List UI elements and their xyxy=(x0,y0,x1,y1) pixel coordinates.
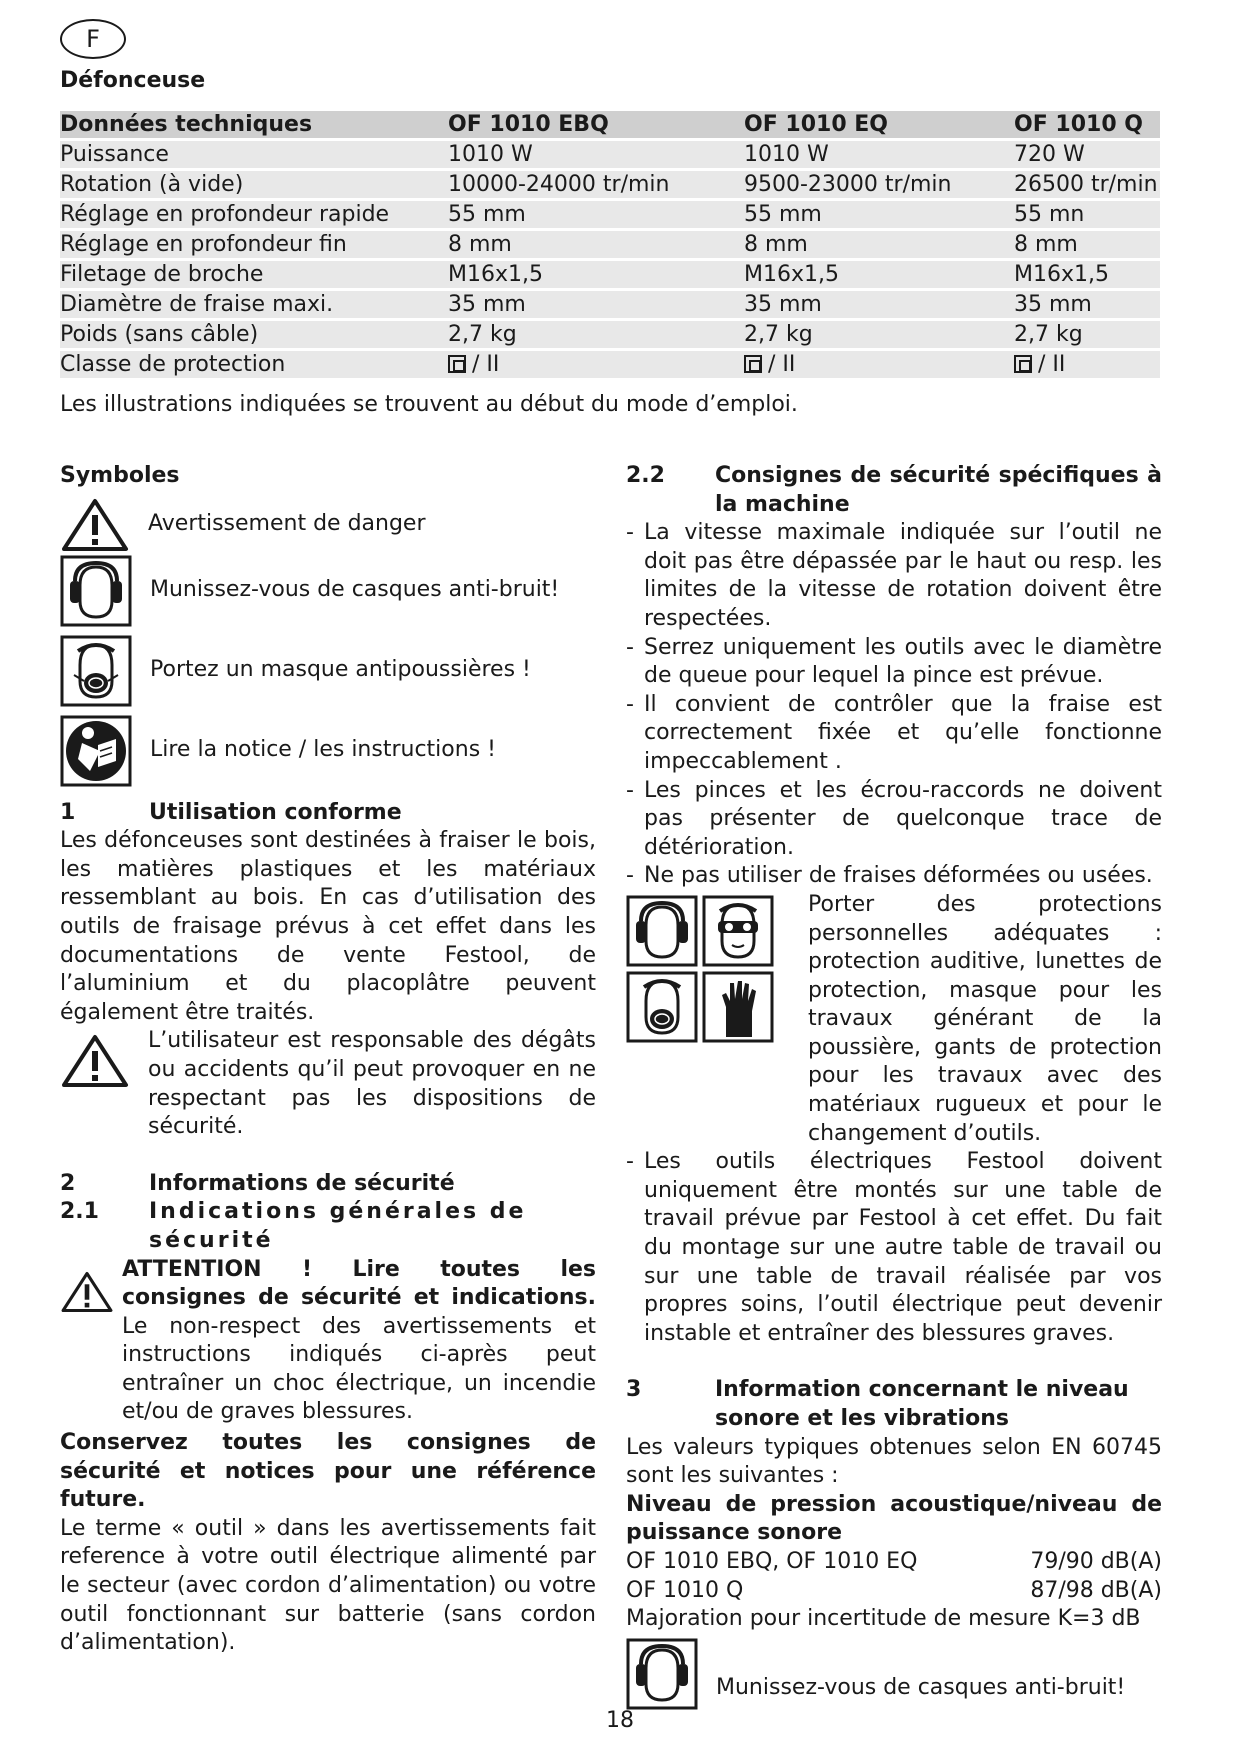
table-row xyxy=(60,201,1160,228)
table-row xyxy=(60,141,1160,168)
ear-protection-icon xyxy=(60,555,132,627)
protection-class-value: / II xyxy=(768,352,796,377)
warning-icon xyxy=(60,1033,130,1089)
table-cell: 35 mm xyxy=(744,292,822,317)
table-cell: 8 mm xyxy=(1014,232,1078,257)
table-cell: 2,7 kg xyxy=(1014,322,1083,347)
table-cell: M16x1,5 xyxy=(744,262,839,287)
section-title: Consignes de sécurité spécifiques à la machine xyxy=(715,463,1162,517)
symbol-row xyxy=(626,1638,1162,1710)
table-cell: Filetage de broche xyxy=(60,262,264,287)
table-row xyxy=(60,171,1160,198)
table-row xyxy=(60,321,1160,348)
symbol-text: Munissez-vous de casques anti-bruit! xyxy=(150,577,560,603)
table-cell: 8 mm xyxy=(448,232,512,257)
symbol-row xyxy=(60,635,596,707)
symbol-text: Portez un masque antipoussières ! xyxy=(150,657,531,683)
table-cell: 55 mm xyxy=(448,202,526,227)
left-column xyxy=(60,462,596,1658)
table-cell: 55 mm xyxy=(744,202,822,227)
table-cell: Classe de protection xyxy=(60,352,286,377)
section-number: 2.2 xyxy=(626,463,665,488)
list-item: - La vitesse maximale indiquée sur l’outil ne doit pas être dépassée par le haut ou resp. les limites de la vitesse de rotation doivent être respectées. xyxy=(626,519,1162,633)
gloves-icon xyxy=(702,971,774,1043)
language-badge: F xyxy=(60,19,126,59)
attention-text: Le non-respect des avertissements et instructions indiqués ci-après peut entraîner un choc électrique, un incendie et/ou de graves blessures. xyxy=(122,1313,596,1425)
section-number: 2.1 xyxy=(60,1199,99,1225)
table-cell: 8 mm xyxy=(744,232,808,257)
section-2-1-heading xyxy=(60,1198,596,1255)
table-cell: 26500 tr/min xyxy=(1014,172,1158,197)
ear-protection-icon xyxy=(626,895,698,967)
list-item: - Les outils électriques Festool doivent uniquement être montés sur une table de travail prévue par Festool à cet effet. Du fait du montage sur une autre table de travail ou sur une table de travail réalisée par vos propres soins, l’outil électrique peut devenir instable et entraîner des blessures graves. xyxy=(626,1148,1162,1348)
section-number: 3 xyxy=(626,1377,642,1403)
table-row xyxy=(60,291,1160,318)
symbols-heading: Symboles xyxy=(60,463,180,488)
protection-class-icon xyxy=(1014,355,1032,373)
table-cell: Puissance xyxy=(60,142,169,167)
table-cell: 35 mm xyxy=(448,292,526,317)
protection-class-value: / II xyxy=(472,352,500,377)
right-column xyxy=(626,462,1162,1710)
warning-icon xyxy=(60,497,130,553)
table-cell: Diamètre de fraise maxi. xyxy=(60,292,334,317)
table-cell: 55 mn xyxy=(1014,202,1085,227)
protection-class-value: / II xyxy=(1038,352,1066,377)
section-2-2-heading xyxy=(626,462,1162,519)
page-number: 18 xyxy=(606,1708,634,1733)
specs-header-row xyxy=(60,111,1160,138)
table-cell: Réglage en profondeur fin xyxy=(60,232,347,257)
symbol-row xyxy=(60,715,596,787)
table-cell: 720 W xyxy=(1014,142,1085,167)
safety-list-continued xyxy=(626,1148,1162,1348)
section-1-heading xyxy=(60,799,596,828)
specs-header: OF 1010 EBQ xyxy=(448,112,609,137)
protection-class-icon xyxy=(448,355,466,373)
illustrations-note: Les illustrations indiquées se trouvent au début du mode d’emploi. xyxy=(60,392,798,417)
symbol-row xyxy=(60,497,596,553)
symbol-row xyxy=(60,555,596,627)
table-cell: M16x1,5 xyxy=(448,262,543,287)
ear-protection-icon xyxy=(626,1638,698,1710)
sound-value: 87/98 dB(A) xyxy=(1030,1577,1162,1603)
dust-mask-icon xyxy=(60,635,132,707)
table-cell: 1010 W xyxy=(448,142,533,167)
attention-bold: ATTENTION ! Lire toutes les consignes de sécurité et indications. xyxy=(122,1256,596,1311)
section-number: 2 xyxy=(60,1170,76,1196)
dust-mask-icon xyxy=(626,971,698,1043)
specs-header: Données techniques xyxy=(60,112,313,137)
warning-icon xyxy=(60,1270,114,1314)
sound-label: OF 1010 Q xyxy=(626,1577,744,1603)
table-cell xyxy=(744,351,1014,378)
warning-block xyxy=(60,1027,596,1141)
section-title: Information concernant le niveau sonore et les vibrations xyxy=(715,1377,1129,1431)
section-title: Utilisation conforme xyxy=(149,799,402,825)
section-title: Informations de sécurité xyxy=(149,1170,455,1196)
symbol-text: Munissez-vous de casques anti-bruit! xyxy=(716,1675,1126,1701)
sound-subheading: Niveau de pression acoustique/niveau de puissance sonore xyxy=(626,1491,1162,1546)
section-3-heading xyxy=(626,1376,1162,1433)
term-paragraph: Le terme « outil » dans les avertissements fait reference à votre outil électrique alimenté par le secteur (avec cordon d’alimentation) ou votre outil fonctionnant sur batterie (sans cordon d’alimentation). xyxy=(60,1515,596,1656)
warning-text: L’utilisateur est responsable des dégâts ou accidents qu’il peut provoquer en ne respectant pas les dispositions de sécurité. xyxy=(148,1028,596,1140)
sound-row xyxy=(626,1548,1162,1577)
specs-header: OF 1010 EQ xyxy=(744,112,889,137)
ppe-text: Porter des protections personnelles adéquates : protection auditive, lunettes de protection, masque pour les travaux générant de la poussière, gants de protection pour les travaux avec des matériaux rugueux et pour le changement d’outils. xyxy=(808,891,1162,1146)
document-title: Défonceuse xyxy=(60,68,206,93)
table-cell xyxy=(1014,351,1160,378)
sound-label: OF 1010 EBQ, OF 1010 EQ xyxy=(626,1548,918,1574)
table-cell: 2,7 kg xyxy=(744,322,813,347)
section-title: Indications générales de sécurité xyxy=(149,1199,527,1253)
list-item: - Les pinces et les écrou-raccords ne doivent pas présenter de quelconque trace de détérioration. xyxy=(626,777,1162,863)
sound-value: 79/90 dB(A) xyxy=(1030,1548,1162,1574)
ppe-icons xyxy=(626,895,774,1043)
table-row xyxy=(60,351,1160,378)
keep-notice: Conservez toutes les consignes de sécurité et notices pour une référence future. xyxy=(60,1430,596,1513)
table-cell: 10000-24000 tr/min xyxy=(448,172,670,197)
table-cell xyxy=(448,351,744,378)
table-row xyxy=(60,261,1160,288)
list-item: - Serrez uniquement les outils avec le diamètre de queue pour lequel la pince est prévue. xyxy=(626,634,1162,691)
table-cell: M16x1,5 xyxy=(1014,262,1109,287)
table-cell: 1010 W xyxy=(744,142,829,167)
specs-table xyxy=(60,108,1160,381)
uncertainty-text: Majoration pour incertitude de mesure K=3 dB xyxy=(626,1606,1141,1632)
list-item: - Il convient de contrôler que la fraise est correctement fixée et qu’elle fonctionne impeccablement . xyxy=(626,691,1162,777)
ppe-block xyxy=(626,891,1162,1148)
safety-glasses-icon xyxy=(702,895,774,967)
table-cell: Rotation (à vide) xyxy=(60,172,244,197)
read-manual-icon xyxy=(60,715,132,787)
table-cell: Poids (sans câble) xyxy=(60,322,259,347)
table-cell: 35 mm xyxy=(1014,292,1092,317)
table-cell: Réglage en profondeur rapide xyxy=(60,202,390,227)
section-number: 1 xyxy=(60,799,76,825)
table-row xyxy=(60,231,1160,258)
protection-class-icon xyxy=(744,355,762,373)
section-2-heading xyxy=(60,1170,596,1199)
list-item: - Ne pas utiliser de fraises déformées ou usées. xyxy=(626,862,1162,891)
symbol-text: Avertissement de danger xyxy=(148,511,426,537)
sound-intro: Les valeurs typiques obtenues selon EN 60745 sont les suivantes : xyxy=(626,1434,1162,1489)
symbol-text: Lire la notice / les instructions ! xyxy=(150,737,496,763)
safety-list xyxy=(626,519,1162,891)
specs-header: OF 1010 Q xyxy=(1014,112,1143,137)
table-cell: 9500-23000 tr/min xyxy=(744,172,952,197)
section-1-body: Les défonceuses sont destinées à fraiser le bois, les matières plastiques et les matériaux ressemblant au bois. En cas d’utilisation des outils de fraisage prévus à cet effet dans les documentations de vente Festool, de l’aluminium et du placoplâtre peuvent également être traités. xyxy=(60,828,596,1025)
attention-block xyxy=(60,1256,596,1428)
sound-row xyxy=(626,1577,1162,1606)
table-cell: 2,7 kg xyxy=(448,322,517,347)
